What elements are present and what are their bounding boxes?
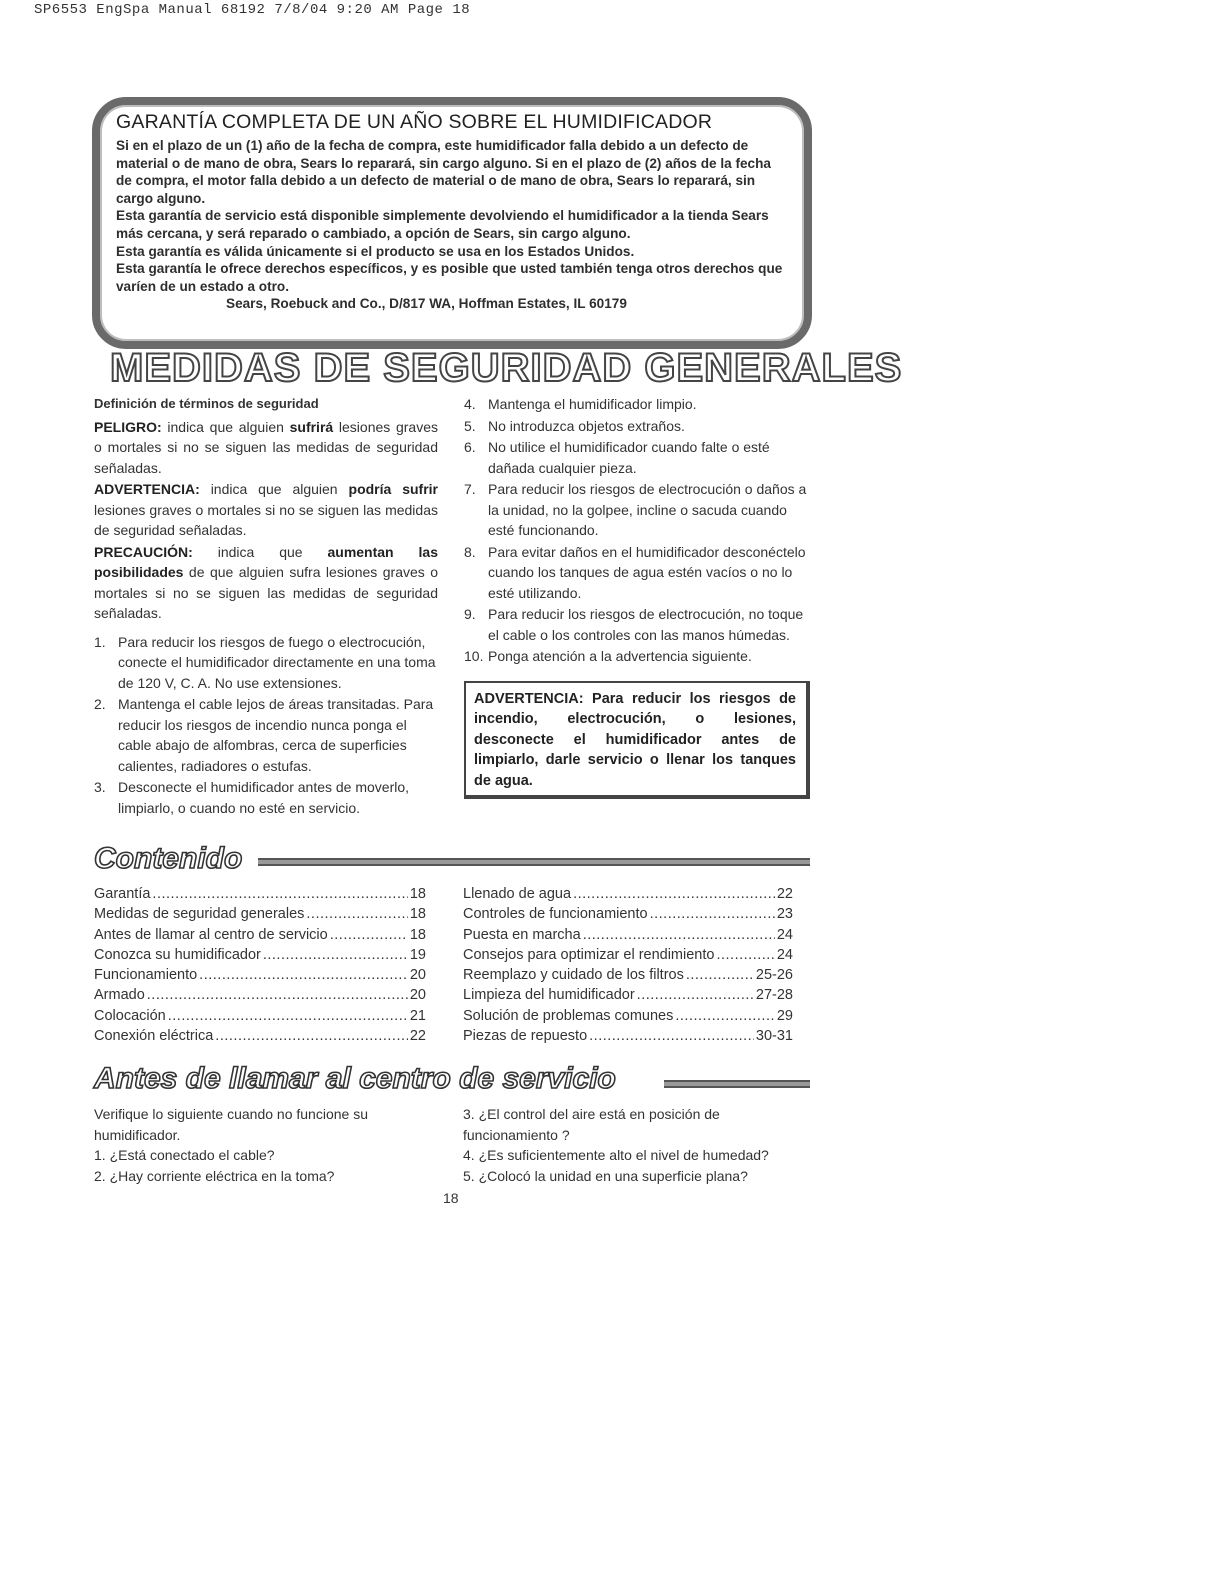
safety-right-column [464,394,810,799]
toc-dots [215,1026,408,1046]
def-text: indica que [192,543,328,560]
list-item [94,777,438,818]
service-question: 1. ¿Está conectado el cable? [94,1147,275,1163]
toc-page: 21 [409,1007,426,1024]
list-item [464,604,810,645]
item-number: 7. [464,481,476,497]
toc-dots [573,884,775,904]
toc-page: 25-26 [755,967,793,984]
toc-label: Controles de funcionamiento [463,906,648,923]
toc-dots [583,925,775,945]
item-text: Ponga atención a la advertencia siguiente. [488,648,752,664]
toc-dots [263,945,408,965]
def-text: de que alguien sufra lesiones graves o mortales si no se siguen las medidas de seguridad señaladas. [94,564,438,621]
warranty-paragraph: Si en el plazo de un (1) año de la fecha de compra, este humidificador falla debido a un defecto de material o de mano de obra, Sears lo reparará, sin cargo alguno. Si en el plazo de (2) años de la fecha de compra, el motor falla debido a un defecto de material o de mano de obra, Sears lo reparará, sin cargo alguno. [116,138,771,206]
precaucion-label: PRECAUCIÓN: [94,543,193,560]
def-text: lesiones graves o mortales si no se siguen las medidas de seguridad señaladas. [94,418,438,476]
print-header: SP6553 EngSpa Manual 68192 7/8/04 9:20 AM Page 18 [34,2,471,18]
toc-dots [168,1006,408,1026]
toc-row [463,904,793,924]
toc-row [94,904,426,924]
item-text: No introduzca objetos extraños. [488,417,685,434]
toc-label: Medidas de seguridad generales [94,906,305,923]
toc-page: 27-28 [755,987,793,1004]
service-left [94,1104,416,1186]
toc-row [94,1006,426,1026]
service-intro: Verifique lo siguiente cuando no funcione su humidificador. [94,1106,368,1143]
toc-dots [330,925,408,945]
list-item [94,694,438,776]
warranty-paragraph: Esta garantía es válida únicamente si el producto se usa en los Estados Unidos. [116,243,635,259]
toc-label: Piezas de repuesto [463,1028,588,1045]
safety-list-left [94,632,438,819]
toc-dots [147,985,408,1005]
toc-row [463,985,793,1005]
toc-page: 23 [776,906,793,923]
toc-row [94,925,426,945]
def-bold: sufrirá [289,418,334,435]
safety-list-right [464,394,810,667]
toc-row [94,985,426,1005]
toc-page: 18 [409,926,426,943]
precaucion-definition [94,542,438,624]
item-text: Mantenga el humidificador limpio. [488,396,697,412]
warning-box: ADVERTENCIA: Para reducir los riesgos de incendio, electrocución, o lesiones, desconecte el humidificador antes de limpiarlo, darle servicio o llenar los tanques de agua. [464,681,810,800]
toc-label: Solución de problemas comunes [463,1007,674,1024]
contents-left [94,884,426,1046]
toc-label: Conexión eléctrica [94,1028,214,1045]
list-item [464,416,810,437]
item-number: 9. [464,606,476,622]
list-item [464,394,810,415]
toc-label: Reemplazo y cuidado de los filtros [463,967,684,984]
toc-label: Limpieza del humidificador [463,987,635,1004]
toc-dots [637,985,754,1005]
toc-page: 30-31 [755,1028,793,1045]
item-number: 8. [464,543,476,560]
toc-row [463,925,793,945]
service-question: 4. ¿Es suficientemente alto el nivel de humedad? [463,1147,769,1163]
toc-row [94,884,426,904]
contents-title: Contenido [94,842,243,875]
list-item [464,437,810,478]
def-bold: aumentan las posibilidades [94,543,438,580]
service-rule [664,1080,810,1088]
toc-label: Armado [94,987,145,1004]
toc-row [463,1026,793,1046]
page-number: 18 [443,1190,459,1206]
toc-page: 29 [776,1007,793,1024]
contents-right [463,884,793,1046]
item-text: Desconecte el humidificador antes de moverlo, limpiarlo, o cuando no esté en servicio. [118,779,410,816]
warranty-box [92,97,812,349]
toc-page: 22 [776,886,793,902]
warranty-paragraph: Esta garantía de servicio está disponible simplemente devolviendo el humidificador a la tienda Sears más cercana, y será reparado o cambiado, a opción de Sears, sin cargo alguno. [116,208,769,241]
toc-page: 24 [776,946,793,963]
item-text: Mantenga el cable lejos de áreas transitadas. Para reducir los riesgos de incendio nunca ponga el cable abajo de alfombras, cerca de superficies calientes, radiadores o estufas. [118,696,434,774]
service-question: 5. ¿Colocó la unidad en una superficie plana? [463,1167,748,1184]
safety-title: MEDIDAS DE SEGURIDAD GENERALES [110,346,903,390]
toc-row [463,884,793,904]
item-text: Para evitar daños en el humidificador desconéctelo cuando los tanques de agua estén vacíos o no lo esté utilizando. [488,543,806,601]
item-number: 3. [94,779,106,795]
toc-label: Funcionamiento [94,967,198,984]
contents-rule [258,858,810,866]
def-text: lesiones graves o mortales si no se siguen las medidas de seguridad señaladas. [94,501,438,538]
service-right [463,1104,803,1186]
def-text: indica que alguien [199,481,349,497]
toc-label: Conozca su humidificador [94,946,261,963]
toc-row [463,1006,793,1026]
toc-label: Colocación [94,1007,166,1024]
item-number: 2. [94,696,106,712]
service-question: 3. ¿El control del aire está en posición de funcionamiento ? [463,1106,720,1143]
toc-dots [716,945,774,965]
toc-page: 18 [409,886,426,902]
toc-label: Consejos para optimizar el rendimiento [463,946,715,963]
peligro-definition [94,417,438,479]
item-text: Para reducir los riesgos de electrocución o daños a la unidad, no la golpee, incline o sacuda cuando esté funcionando. [488,481,807,538]
advertencia-definition [94,479,438,541]
toc-dots [306,904,407,924]
advertencia-label: ADVERTENCIA: [94,481,200,497]
toc-dots [675,1006,774,1026]
toc-row [94,1026,426,1046]
toc-page: 18 [409,906,426,923]
item-number: 6. [464,439,476,455]
toc-page: 20 [409,987,426,1004]
list-item [464,542,810,604]
list-item [94,632,438,694]
service-question: 2. ¿Hay corriente eléctrica en la toma? [94,1167,335,1184]
item-number: 4. [464,396,476,412]
toc-dots [199,965,408,985]
peligro-label: PELIGRO: [94,418,162,435]
toc-row [94,965,426,985]
warranty-address: Sears, Roebuck and Co., D/817 WA, Hoffman Estates, IL 60179 [226,296,627,312]
toc-label: Antes de llamar al centro de servicio [94,926,328,943]
toc-label: Llenado de agua [463,886,572,902]
item-text: Para reducir los riesgos de electrocución, no toque el cable o los controles con las manos húmedas. [488,606,804,643]
toc-dots [589,1026,754,1046]
item-text: Para reducir los riesgos de fuego o electrocución, conecte el humidificador directamente en una toma de 120 V, C. A. No use extensiones. [118,633,436,691]
toc-page: 22 [409,1028,426,1045]
warranty-paragraph: Esta garantía le ofrece derechos específicos, y es posible que usted también tenga otros derechos que varíen de un estado a otro. [116,261,783,294]
definitions-title: Definición de términos de seguridad [94,396,319,411]
service-title: Antes de llamar al centro de servicio [94,1062,616,1095]
toc-label: Garantía [94,886,151,902]
toc-dots [152,884,407,904]
toc-row [463,945,793,965]
list-item [464,479,810,541]
warranty-title: GARANTÍA COMPLETA DE UN AÑO SOBRE EL HUMIDIFICADOR [116,111,713,133]
safety-left-column [94,394,438,819]
item-number: 1. [94,633,106,650]
toc-dots [650,904,775,924]
toc-dots [686,965,754,985]
toc-row [94,945,426,965]
toc-label: Puesta en marcha [463,926,581,943]
toc-page: 19 [409,946,426,963]
toc-page: 20 [409,967,426,984]
def-text: indica que alguien [161,418,290,435]
list-item [464,646,810,667]
item-number: 10. [464,648,484,664]
toc-row [463,965,793,985]
item-text: No utilice el humidificador cuando falte o esté dañada cualquier pieza. [488,439,770,476]
item-number: 5. [464,417,476,434]
def-bold: podría sufrir [348,481,438,497]
toc-page: 24 [776,926,793,943]
